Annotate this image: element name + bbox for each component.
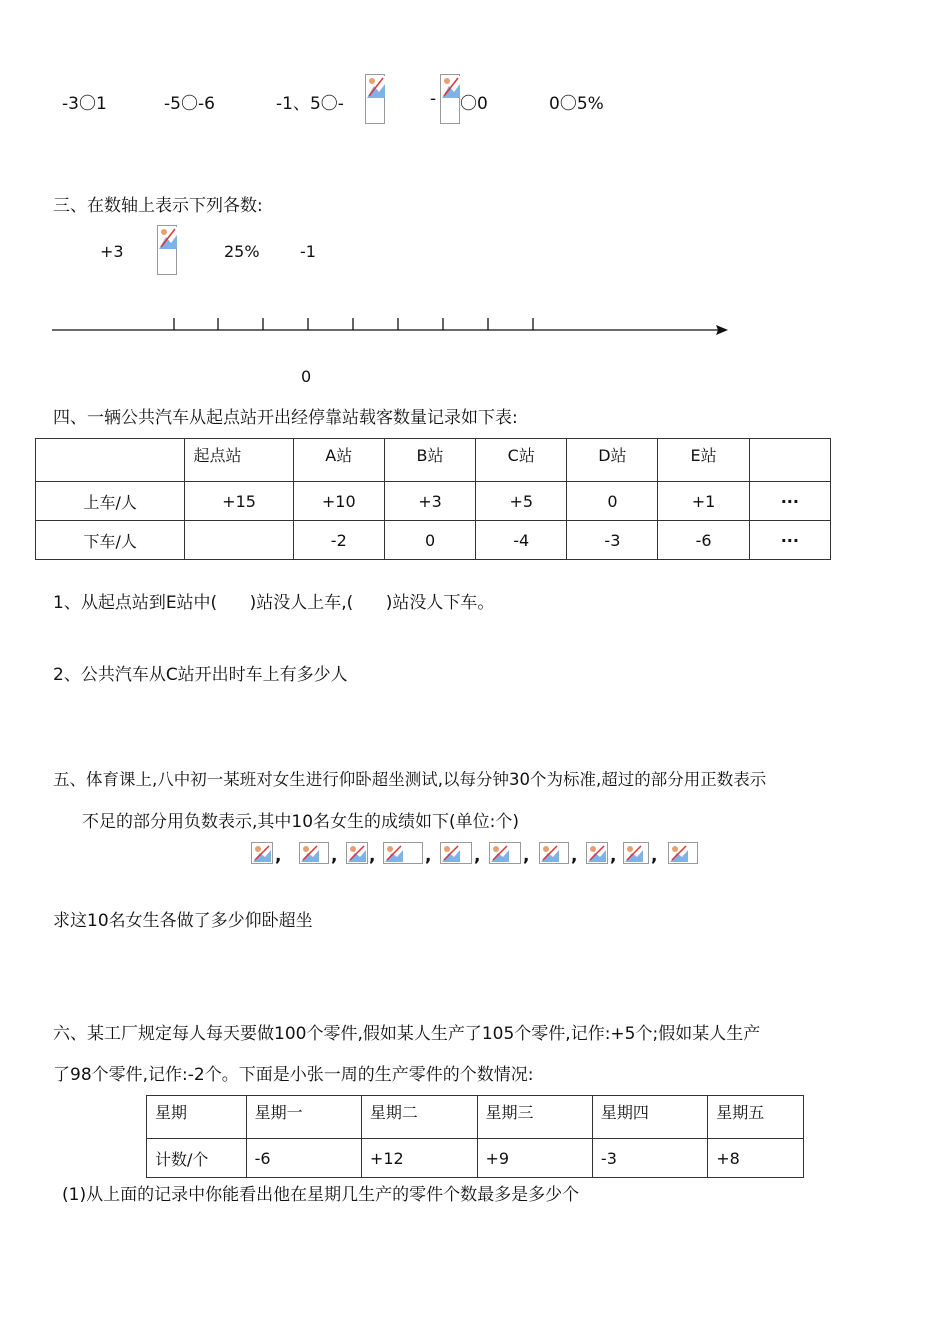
table-cell: ··· bbox=[749, 482, 830, 521]
table-header-cell: 星期一 bbox=[246, 1096, 361, 1139]
section5-line-2: 不足的部分用负数表示,其中10名女生的成绩如下(单位:个) bbox=[82, 812, 520, 832]
compare-2: -5〇-6 bbox=[164, 94, 215, 114]
table-cell: 0 bbox=[384, 521, 475, 560]
table-header-cell: 星期 bbox=[147, 1096, 247, 1139]
table-cell: -4 bbox=[476, 521, 567, 560]
table-cell: -2 bbox=[293, 521, 384, 560]
broken-image-icon bbox=[539, 842, 569, 864]
compare-5: 0〇5% bbox=[549, 94, 604, 114]
comma: , bbox=[369, 846, 376, 866]
production-table bbox=[146, 1095, 804, 1178]
comma: , bbox=[331, 846, 338, 866]
section4-title: 四、一辆公共汽车从起点站开出经停靠站载客数量记录如下表: bbox=[53, 408, 518, 428]
table-row bbox=[147, 1139, 804, 1178]
table-cell: +5 bbox=[476, 482, 567, 521]
broken-image-icon bbox=[586, 842, 608, 864]
table-header-cell: B站 bbox=[384, 439, 475, 482]
broken-image-icon bbox=[440, 74, 460, 124]
broken-image-icon bbox=[489, 842, 521, 864]
broken-image-icon bbox=[440, 842, 472, 864]
table-header-cell: D站 bbox=[567, 439, 658, 482]
table-row-label: 计数/个 bbox=[147, 1139, 247, 1178]
table-header-cell: C站 bbox=[476, 439, 567, 482]
table-cell: +8 bbox=[708, 1139, 804, 1178]
table-cell: +3 bbox=[384, 482, 475, 521]
table-cell: -6 bbox=[658, 521, 749, 560]
comma: , bbox=[275, 846, 282, 866]
section6-question-1: (1)从上面的记录中你能看出他在星期几生产的零件个数最多是多少个 bbox=[62, 1185, 580, 1205]
compare-4-right: 〇0 bbox=[460, 94, 488, 114]
broken-image-icon bbox=[623, 842, 649, 864]
table-cell bbox=[749, 439, 830, 482]
table-cell: ··· bbox=[749, 521, 830, 560]
compare-1: -3〇1 bbox=[62, 94, 107, 114]
table-cell: +1 bbox=[658, 482, 749, 521]
section6-line-1: 六、某工厂规定每人每天要做100个零件,假如某人生产了105个零件,记作:+5个;假如某人生产 bbox=[53, 1024, 761, 1044]
table-cell: +9 bbox=[477, 1139, 592, 1178]
table-header-cell: E站 bbox=[658, 439, 749, 482]
bus-table bbox=[35, 438, 831, 560]
table-row bbox=[147, 1096, 804, 1139]
number-25-percent: 25% bbox=[224, 242, 260, 261]
compare-4-left: - bbox=[430, 89, 437, 109]
table-header-cell: 星期四 bbox=[592, 1096, 707, 1139]
origin-zero: 0 bbox=[301, 367, 312, 386]
broken-image-icon bbox=[251, 842, 273, 864]
broken-image-icon bbox=[668, 842, 698, 864]
table-cell bbox=[36, 439, 185, 482]
comma: , bbox=[651, 846, 658, 866]
broken-image-icon bbox=[299, 842, 329, 864]
table-cell: -3 bbox=[592, 1139, 707, 1178]
comma: , bbox=[425, 846, 432, 866]
table-row bbox=[36, 439, 831, 482]
comma: , bbox=[610, 846, 617, 866]
number-minus-1: -1 bbox=[300, 242, 316, 261]
table-header-cell: A站 bbox=[293, 439, 384, 482]
table-cell: +15 bbox=[185, 482, 293, 521]
comma: , bbox=[571, 846, 578, 866]
broken-image-icon bbox=[365, 74, 385, 124]
table-header-cell: 星期五 bbox=[708, 1096, 804, 1139]
table-row-label: 下车/人 bbox=[36, 521, 185, 560]
section4-question-2: 2、公共汽车从C站开出时车上有多少人 bbox=[53, 665, 348, 685]
section3-title: 三、在数轴上表示下列各数: bbox=[53, 196, 263, 216]
table-cell bbox=[185, 521, 293, 560]
section5-line-1: 五、体育课上,八中初一某班对女生进行仰卧超坐测试,以每分钟30个为标准,超过的部分用正数表示 bbox=[53, 770, 767, 789]
section6-line-2: 了98个零件,记作:-2个。下面是小张一周的生产零件的个数情况: bbox=[53, 1065, 534, 1085]
table-header-cell: 星期二 bbox=[361, 1096, 477, 1139]
broken-image-icon bbox=[383, 842, 423, 864]
comma: , bbox=[474, 846, 481, 866]
table-row bbox=[36, 482, 831, 521]
table-cell: +12 bbox=[361, 1139, 477, 1178]
table-header-cell: 起点站 bbox=[185, 439, 293, 482]
broken-image-icon bbox=[346, 842, 368, 864]
comma: , bbox=[523, 846, 530, 866]
compare-3: -1、5〇- bbox=[276, 94, 344, 114]
table-cell: -6 bbox=[246, 1139, 361, 1178]
table-cell: -3 bbox=[567, 521, 658, 560]
number-line bbox=[50, 312, 740, 342]
table-row bbox=[36, 521, 831, 560]
table-row-label: 上车/人 bbox=[36, 482, 185, 521]
section5-question: 求这10名女生各做了多少仰卧超坐 bbox=[53, 911, 313, 931]
section4-question-1: 1、从起点站到E站中( )站没人上车,( )站没人下车。 bbox=[53, 593, 495, 613]
table-cell: 0 bbox=[567, 482, 658, 521]
table-header-cell: 星期三 bbox=[477, 1096, 592, 1139]
broken-image-icon bbox=[157, 225, 177, 275]
number-plus-3: +3 bbox=[100, 242, 124, 261]
table-cell: +10 bbox=[293, 482, 384, 521]
